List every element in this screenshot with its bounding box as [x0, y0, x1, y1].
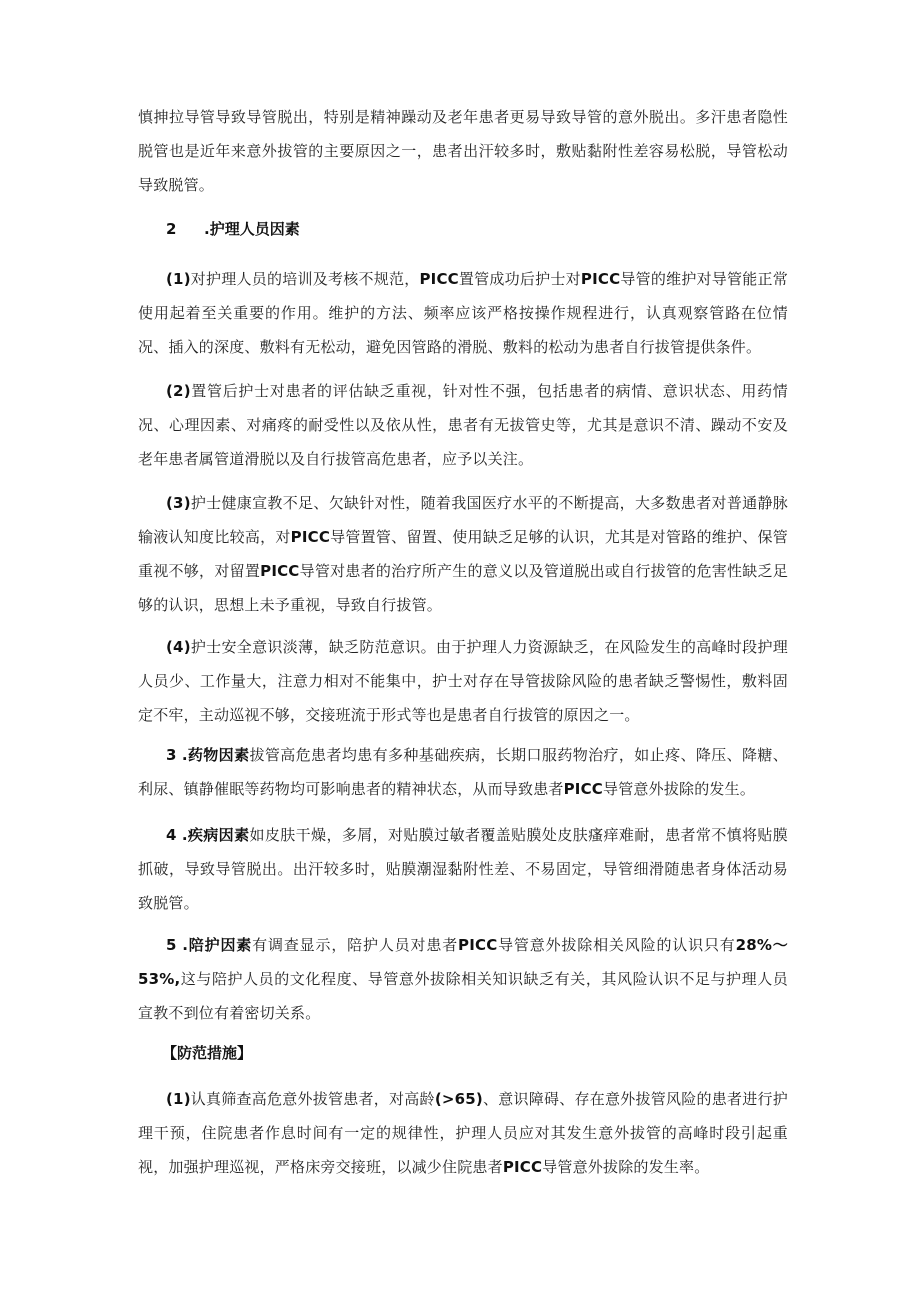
picc-term: PICC [502, 1158, 543, 1176]
section-2-heading [166, 212, 300, 246]
paragraph-2-1-text-e: 导管的维护对导管能正常使用起着至关重要的作用。维护的方法、频率应该严格按操作规程进行，认真观察管路在位情况、插入的深度、敷料有无松动，避免因管路的滑脱、敷料的松动为患者自行拔管提供条件。 [138, 270, 788, 356]
measure-1-text-a: 认真筛查高危意外拔管患者，对高龄 [190, 1090, 435, 1108]
measures-title: 【防范措施】 [162, 1044, 253, 1062]
section-5-text-c: 导管意外拔除相关风险的认识只有 [497, 936, 736, 954]
section-3-number: 3 [166, 746, 177, 764]
paragraph-2-3-text-c: 导管置管、留置、使用缺乏足够的认识，尤其是对管路的维护、保管重视不够，对留置 [138, 528, 788, 580]
picc-term: PICC [419, 270, 459, 288]
section-3-paragraph [138, 738, 788, 806]
section-5-paragraph [138, 928, 788, 1030]
paragraph-2-1-text-c: 置管成功后护士对 [458, 270, 581, 288]
paragraph-2-1 [138, 262, 788, 364]
measure-1-marker: (1) [166, 1090, 191, 1108]
section-4-paragraph [138, 818, 788, 920]
section-4-number: 4 [166, 826, 177, 844]
paragraph-2-1-marker: (1) [166, 270, 191, 288]
section-3-text-a: 拔管高危患者均患有多种基础疾病，长期口服药物治疗，如止疼、降压、降糖、利尿、镇静催眠等药物均可影响患者的精神状态，从而导致患者 [138, 746, 789, 798]
measures-heading [162, 1036, 252, 1070]
intro-text: 慎抻拉导管导致导管脱出，特别是精神躁动及老年患者更易导致导管的意外脱出。多汗患者隐性脱管也是近年来意外拔管的主要原因之一，患者出汗较多时，敷贴黏附性差容易松脱，导管松动导致脱管。 [138, 108, 788, 194]
section-2-title: .护理人员因素 [204, 220, 300, 238]
picc-term: PICC [458, 936, 498, 954]
paragraph-2-4 [138, 630, 788, 732]
paragraph-2-4-text: 护士安全意识淡薄，缺乏防范意识。由于护理人力资源缺乏，在风险发生的高峰时段护理人员少、工作量大，注意力相对不能集中，护士对存在导管拔除风险的患者缺乏警惕性，敷料固定不牢，主动巡视不够，交接班流于形式等也是患者自行拔管的原因之一。 [138, 638, 788, 724]
picc-term: PICC [580, 270, 621, 288]
intro-paragraph [138, 100, 788, 202]
measure-1-paragraph [138, 1082, 788, 1184]
section-4-text: 如皮肤干燥，多屑，对贴膜过敏者覆盖贴膜处皮肤瘙痒难耐，患者常不慎将贴膜抓破，导致导管脱出。出汗较多时，贴膜潮湿黏附性差、不易固定，导管细滑随患者身体活动易致脱管。 [138, 826, 789, 912]
picc-term: PICC [290, 528, 331, 546]
paragraph-2-3-marker: (3) [166, 494, 191, 512]
section-5-title: .陪护因素 [182, 936, 253, 954]
measure-1-text-c: 、意识障碍、存在意外拔管风险的患者进行护理干预，住院患者作息时间有一定的规律性，护理人员应对其发生意外拔管的高峰时段引起重视，加强护理巡视，严格床旁交接班，以减少住院患者 [138, 1090, 788, 1176]
section-5-text-e: 这与陪护人员的文化程度、导管意外拔除相关知识缺乏有关，其风险认识不足与护理人员宣教不到位有着密切关系。 [138, 970, 788, 1022]
paragraph-2-2-text: 置管后护士对患者的评估缺乏重视，针对性不强，包括患者的病情、意识状态、用药情况、心理因素、对痛疼的耐受性以及依从性，患者有无拔管史等，尤其是意识不清、躁动不安及老年患者属管道滑脱以及自行拔管高危患者，应予以关注。 [138, 382, 788, 468]
section-5-text-a: 有调查显示，陪护人员对患者 [252, 936, 459, 954]
paragraph-2-3-text-e: 导管对患者的治疗所产生的意义以及管道脱出或自行拔管的危害性缺乏足够的认识，思想上未予重视，导致自行拔管。 [138, 562, 788, 614]
section-2-number: 2 [166, 220, 177, 238]
age-threshold: (>65) [434, 1090, 483, 1108]
paragraph-2-2-marker: (2) [166, 382, 191, 400]
paragraph-2-3 [138, 486, 788, 622]
section-4-title: .疾病因素 [181, 826, 250, 844]
paragraph-2-3-text-a: 护士健康宣教不足、欠缺针对性，随着我国医疗水平的不断提高，大多数患者对普通静脉输液认知度比较高，对 [138, 494, 788, 546]
paragraph-2-4-marker: (4) [166, 638, 191, 656]
section-5-number: 5 [166, 936, 177, 954]
percentage-range: 28%〜53%, [138, 936, 788, 988]
section-3-title: .药物因素 [181, 746, 250, 764]
paragraph-2-2 [138, 374, 788, 476]
measure-1-text-e: 导管意外拔除的发生率。 [542, 1158, 710, 1176]
picc-term: PICC [260, 562, 300, 580]
section-3-text-c: 导管意外拔除的发生。 [603, 780, 756, 798]
picc-term: PICC [563, 780, 604, 798]
paragraph-2-1-text-a: 对护理人员的培训及考核不规范， [190, 270, 420, 288]
